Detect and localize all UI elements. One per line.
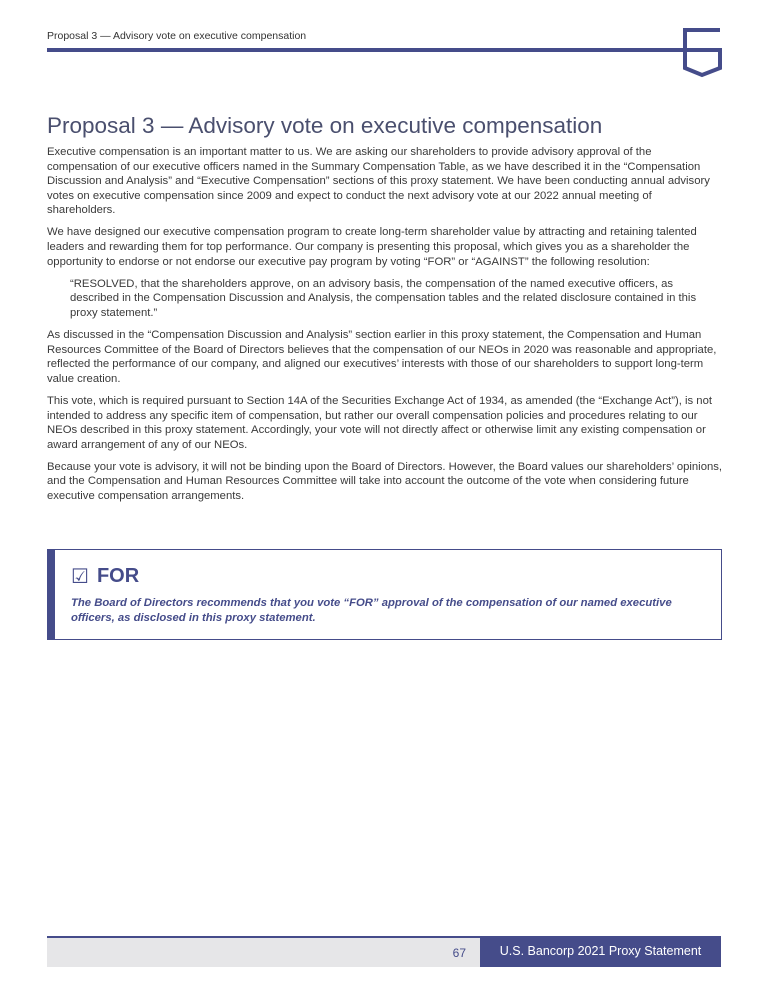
board-recommendation: The Board of Directors recommends that you vote “FOR” approval of the compensation of our named executive officers, as disclosed in this proxy statement.: [71, 597, 672, 624]
resolution-quote: “RESOLVED, that the shareholders approve, on an advisory basis, the compensation of the named executive officers, as described in the Compensation Discussion and Analysis, the compensation tables and the related disclosure contained in this proxy statement.”: [70, 277, 697, 319]
footer-bar: [47, 936, 480, 967]
page-footer: [47, 936, 721, 967]
vote-label: FOR: [96, 565, 140, 587]
page-title: Proposal 3 — Advisory vote on executive compensation: [47, 113, 603, 138]
publication-title: U.S. Bancorp 2021 Proxy Statement: [480, 936, 721, 967]
paragraph: This vote, which is required pursuant to Section 14A of the Securities Exchange Act of 1934, as amended (the “Exchange Act”), is not intended to address any specific item of compensation, but rather our overall compensation policies and procedures relating to our NEOs described in this proxy statement. Accordingly, your vote will not directly affect or otherwise limit any existing compensation or award arrangement of any of our NEOs.: [47, 394, 713, 451]
paragraph: As discussed in the “Compensation Discussion and Analysis” section earlier in this proxy statement, the Compensation and Human Resources Committee of the Board of Directors believes that the compensation of our NEOs in 2020 was reasonable and appropriate, reflected the performance of our company, and aligned our executives’ interests with those of our shareholders to support long-term value creation.: [47, 329, 717, 385]
recommendation-box: [47, 549, 722, 640]
vote-heading: [71, 564, 139, 589]
running-header: Proposal 3 — Advisory vote on executive compensation: [47, 30, 307, 42]
paragraph: Because your vote is advisory, it will not be binding upon the Board of Directors. However, the Board values our shareholders’ opinions, and the Compensation and Human Resources Committee will take into account the outcome of the vote when considering future executive compensation arrangements.: [47, 460, 723, 502]
header-rule: [47, 48, 697, 52]
paragraph: Executive compensation is an important matter to us. We are asking our shareholders to provide advisory approval of the compensation of our executive officers named in the Summary Compensation Table, as we have described it in the “Compensation Discussion and Analysis” and “Executive Compensation” sections of this proxy statement. We have been conducting annual advisory votes on executive compensation since 2009 and expect to conduct the next advisory vote at our 2022 annual meeting of shareholders.: [47, 146, 710, 217]
paragraph: We have designed our executive compensation program to create long-term shareholder value by attracting and retaining talented leaders and rewarding them for top performance. Our company is presenting this proposal, which gives you as a shareholder the opportunity to endorse or not endorse our executive pay program by voting “FOR” or “AGAINST” the following resolution:: [47, 226, 697, 268]
page-number: 67: [452, 946, 466, 960]
shield-logo-icon: [680, 26, 724, 78]
checkbox-checked-icon: ☑: [71, 566, 89, 588]
body-text: [47, 145, 723, 511]
